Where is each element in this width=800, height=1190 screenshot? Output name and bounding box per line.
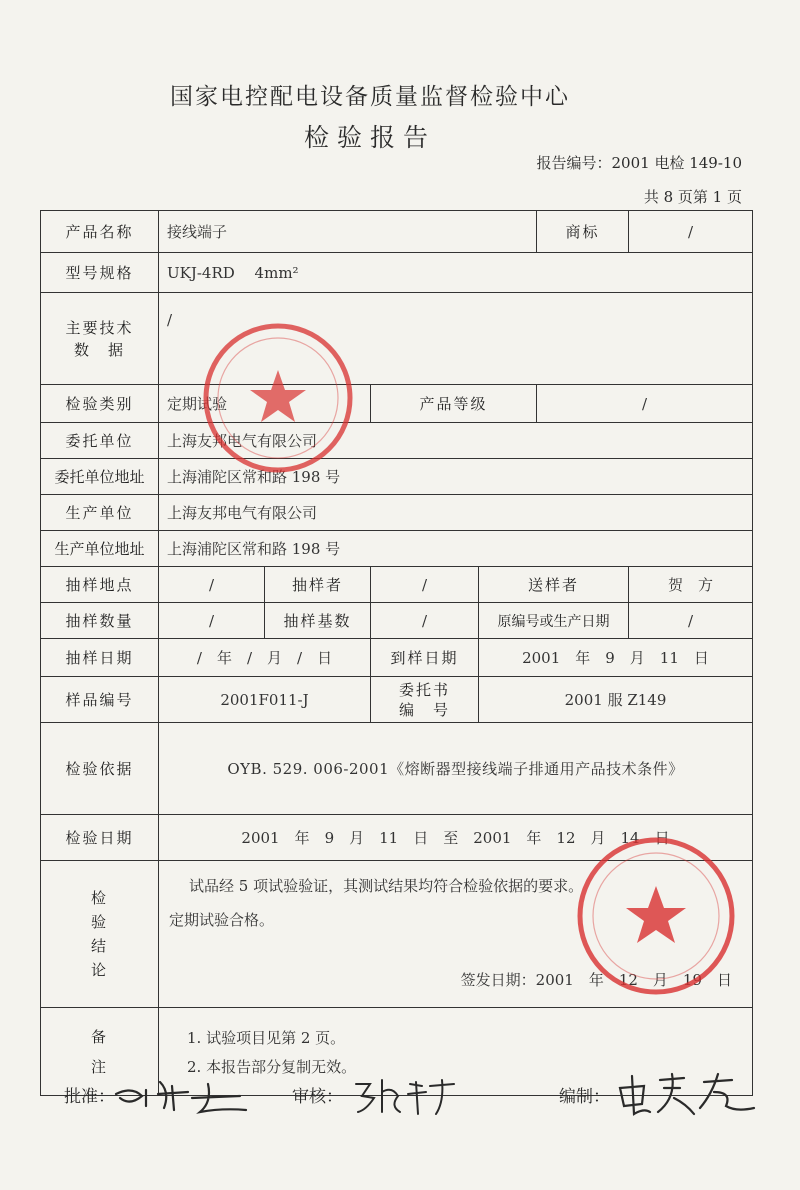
main-tech-data-value: /	[159, 293, 753, 385]
remark-item: 1. 试验项目见第 2 页。	[187, 1028, 346, 1047]
sampler-label: 抽样者	[265, 567, 371, 603]
original-no-value: /	[629, 603, 753, 639]
main-tech-data-label	[41, 293, 159, 385]
manufacturer-value: 上海友邦电气有限公司	[159, 495, 753, 531]
sample-quantity-label: 抽样数量	[41, 603, 159, 639]
conclusion-label-char: 验	[90, 913, 108, 931]
row-inspection-type	[41, 385, 753, 423]
client-address-label: 委托单位地址	[41, 459, 159, 495]
official-seal-stamp	[572, 832, 740, 1000]
sampling-date-label: 抽样日期	[41, 639, 159, 677]
row-manufacturer	[41, 495, 753, 531]
commission-no-label-line1: 委托书	[398, 680, 450, 699]
row-sampling-location	[41, 567, 753, 603]
row-sample-quantity	[41, 603, 753, 639]
commission-no-value: 2001 服 Z149	[479, 677, 753, 723]
sample-quantity-value: /	[159, 603, 265, 639]
report-number: 报告编号：2001 电检 149-10	[536, 154, 742, 172]
remarks-label-char: 备	[90, 1027, 108, 1046]
review-label: 审核：	[292, 1087, 343, 1107]
product-grade-label: 产品等级	[371, 385, 537, 423]
client-address-value: 上海浦陀区常和路 198 号	[159, 459, 753, 495]
organization-name: 国家电控配电设备质量监督检验中心	[170, 84, 570, 110]
sender-value: 贺 方	[629, 567, 753, 603]
row-inspection-basis	[41, 723, 753, 815]
approver-signature	[112, 1072, 252, 1120]
original-no-label: 原编号或生产日期	[479, 603, 629, 639]
sender-label: 送样者	[479, 567, 629, 603]
inspection-type-value: 定期试验	[159, 385, 371, 423]
row-sampling-date	[41, 639, 753, 677]
conclusion-label-char: 结	[90, 937, 108, 955]
row-model-spec	[41, 253, 753, 293]
arrival-date-label: 到样日期	[371, 639, 479, 677]
inspection-date-value: 2001 年 9 月 11 日 至 2001 年 12 月 14 日	[159, 815, 753, 861]
sampling-base-label: 抽样基数	[265, 603, 371, 639]
manufacturer-address-label: 生产单位地址	[41, 531, 159, 567]
model-spec-label: 型号规格	[41, 253, 159, 293]
inspection-type-label: 检验类别	[41, 385, 159, 423]
main-tech-data-label-line2: 数 据	[73, 340, 125, 359]
row-main-tech-data	[41, 293, 753, 385]
sample-no-value: 2001F011-J	[159, 677, 371, 723]
conclusion-label-char: 检	[90, 889, 108, 907]
approve-label: 批准：	[64, 1087, 115, 1107]
conclusion-issue-date: 签发日期：2001 年 12 月 19 日	[460, 971, 733, 989]
conclusion-text-line1: 试品经 5 项试验验证，其测试结果均符合检验依据的要求。	[189, 877, 584, 895]
inspection-basis-label: 检验依据	[41, 723, 159, 815]
sampling-location-label: 抽样地点	[41, 567, 159, 603]
product-name-label: 产品名称	[41, 211, 159, 253]
inspection-date-label: 检验日期	[41, 815, 159, 861]
commission-no-label-line2: 编 号	[398, 700, 450, 719]
conclusion-text-line2: 定期试验合格。	[169, 911, 275, 929]
product-name-value: 接线端子	[159, 211, 537, 253]
row-manufacturer-address	[41, 531, 753, 567]
document-title: 检验报告	[303, 123, 436, 152]
compile-label: 编制：	[559, 1087, 610, 1107]
model-spec-value: UKJ-4RD 4mm²	[159, 253, 753, 293]
remark-item: 2. 本报告部分复制无效。	[187, 1057, 357, 1076]
official-seal-stamp	[198, 318, 358, 478]
manufacturer-label: 生产单位	[41, 495, 159, 531]
sampling-location-value: /	[159, 567, 265, 603]
sampling-base-value: /	[371, 603, 479, 639]
row-client-address	[41, 459, 753, 495]
product-grade-value: /	[537, 385, 753, 423]
client-label: 委托单位	[41, 423, 159, 459]
main-tech-data-label-line1: 主要技术	[65, 318, 134, 337]
manufacturer-address-value: 上海浦陀区常和路 198 号	[159, 531, 753, 567]
sampler-value: /	[371, 567, 479, 603]
trademark-value: /	[629, 211, 753, 253]
compiler-signature	[614, 1068, 764, 1120]
arrival-date-value: 2001 年 9 月 11 日	[479, 639, 753, 677]
conclusion-label-char: 论	[90, 961, 108, 979]
row-sample-no	[41, 677, 753, 723]
sample-no-label: 样品编号	[41, 677, 159, 723]
remarks-label-char: 注	[90, 1057, 108, 1076]
inspection-basis-value: OYB. 529. 006-2001《熔断器型接线端子排通用产品技术条件》	[159, 723, 753, 815]
row-product-name	[41, 211, 753, 253]
trademark-label: 商标	[537, 211, 629, 253]
reviewer-signature	[352, 1072, 462, 1118]
row-client	[41, 423, 753, 459]
sampling-date-value: / 年 / 月 / 日	[159, 639, 371, 677]
page-info: 共 8 页第 1 页	[643, 188, 742, 206]
client-value: 上海友邦电气有限公司	[159, 423, 753, 459]
conclusion-label	[41, 861, 159, 1008]
commission-no-label	[371, 677, 479, 723]
